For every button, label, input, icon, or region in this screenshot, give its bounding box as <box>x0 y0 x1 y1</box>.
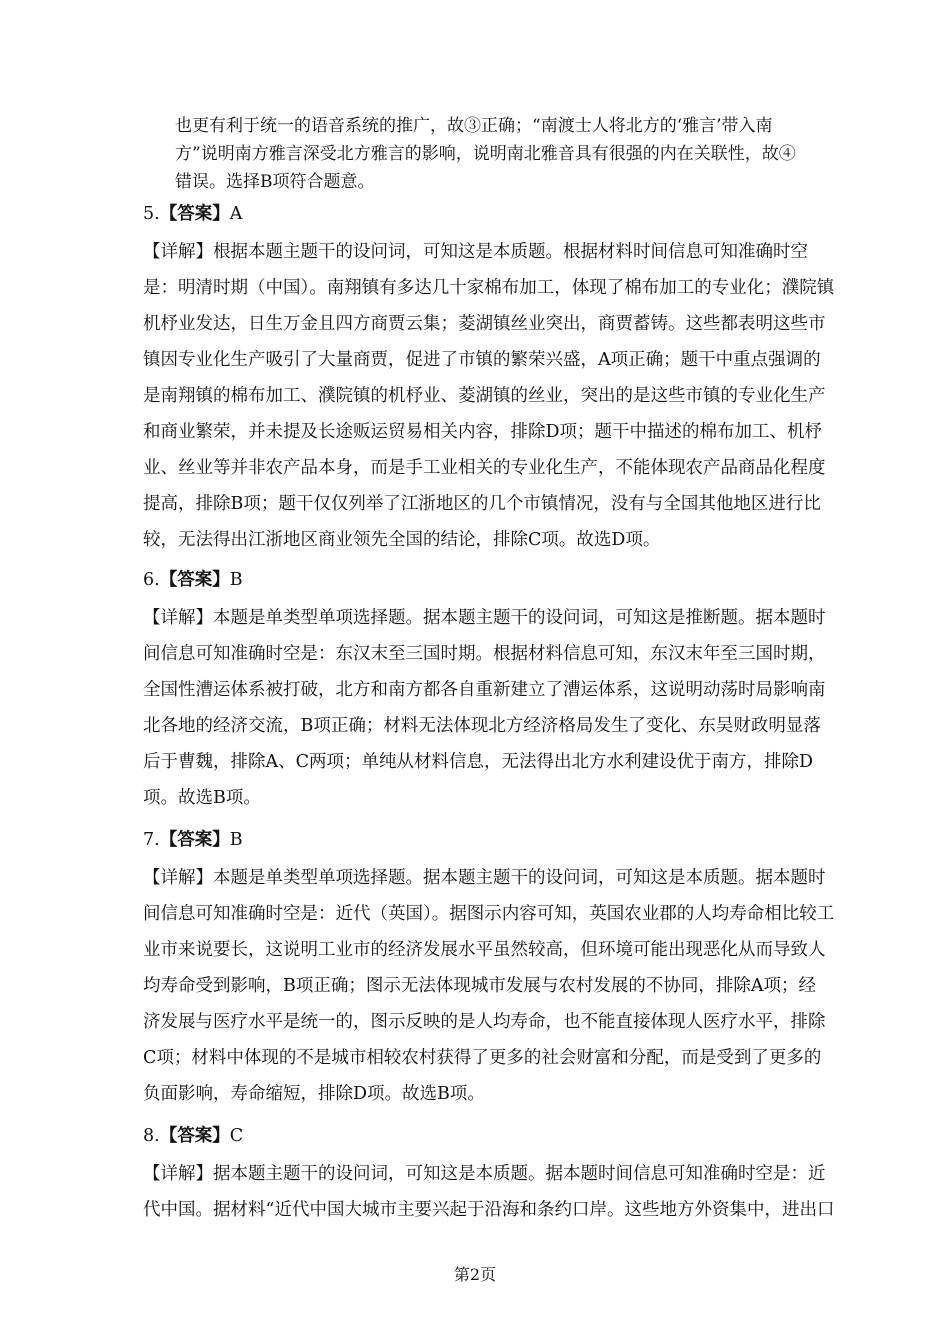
explanation-line: 和商业繁荣，并未提及长途贩运贸易相关内容，排除D项；题干中描述的棉布加工、机杼 <box>143 422 823 442</box>
explanation-line: 【详解】根据本题主题干的设问词，可知这是本质题。根据材料时间信息可知准确时空 <box>143 242 808 262</box>
page-number: 第2页 <box>453 1265 497 1284</box>
answer-heading-6: 6.【答案】B <box>143 570 243 590</box>
explanation-line: 【详解】据本题主题干的设问词，可知这是本质题。据本题时间信息可知准确时空是：近 <box>143 1164 826 1184</box>
explanation-line: 全国性漕运体系被打破，北方和南方都各自重新建立了漕运体系，这说明动荡时局影响南 <box>143 680 826 700</box>
answer-heading-8: 8.【答案】C <box>143 1126 244 1146</box>
explanation-line: 业市来说要长，这说明工业市的经济发展水平虽然较高，但环境可能出现恶化从而导致人 <box>143 940 826 960</box>
explanation-line: C项；材料中体现的不是城市相较农村获得了更多的社会财富和分配，而是受到了更多的 <box>143 1048 822 1068</box>
explanation-line: 项。故选B项。 <box>143 788 261 808</box>
explanation-line: 业、丝业等并非农产品本身，而是手工业相关的专业化生产，不能体现农产品商品化程度 <box>143 458 826 478</box>
continuation-paragraph <box>175 112 815 196</box>
explanation-line: 是：明清时期（中国）。南翔镇有多达几十家棉布加工，体现了棉布加工的专业化；濮院镇 <box>143 278 835 298</box>
explanation-line: 提高，排除B项；题干仅仅列举了江浙地区的几个市镇情况，没有与全国其他地区进行比 <box>143 494 821 514</box>
explanation-line: 代中国。据材料“近代中国大城市主要兴起于沿海和条约口岸。这些地方外资集中，进出口 <box>143 1200 835 1220</box>
explanation-line: 镇因专业化生产吸引了大量商贾，促进了市镇的繁荣兴盛，A项正确；题干中重点强调的 <box>143 350 821 370</box>
explanation-line: 间信息可知准确时空是：近代（英国）。据图示内容可知，英国农业郡的人均寿命相比较工 <box>143 904 835 924</box>
continuation-line: 方”说明南方雅言深受北方雅言的影响，说明南北雅音具有很强的内在关联性，故④ <box>175 144 796 164</box>
explanation-line: 负面影响，寿命缩短，排除D项。故选B项。 <box>143 1084 485 1104</box>
explanation-line: 均寿命受到影响，B项正确；图示无法体现城市发展与农村发展的不协同，排除A项；经 <box>143 976 816 996</box>
explanation-line: 后于曹魏，排除A、C两项；单纯从材料信息，无法得出北方水利建设优于南方，排除D <box>143 752 814 772</box>
answer-heading-7: 7.【答案】B <box>143 830 243 850</box>
explanation-line: 【详解】本题是单类型单项选择题。据本题主题干的设问词，可知这是本质题。据本题时 <box>143 868 826 888</box>
continuation-line: 也更有利于统一的语音系统的推广，故③正确；“南渡士人将北方的‘雅言’带入南 <box>175 116 773 136</box>
explanation-line: 北各地的经济交流，B项正确；材料无法体现北方经济格局发生了变化、东吴财政明显落 <box>143 716 821 736</box>
continuation-line: 错误。选择B项符合题意。 <box>175 172 375 192</box>
explanation-line: 机杼业发达，日生万金且四方商贾云集；菱湖镇丝业突出，商贾蓄铸。这些都表明这些市 <box>143 314 826 334</box>
answer-heading-5: 5.【答案】A <box>143 204 243 224</box>
explanation-line: 济发展与医疗水平是统一的，图示反映的是人均寿命，也不能直接体现人医疗水平，排除 <box>143 1012 826 1032</box>
explanation-line: 间信息可知准确时空是：东汉末至三国时期。根据材料信息可知，东汉末年至三国时期， <box>143 644 826 664</box>
explanation-line: 较，无法得出江浙地区商业领先全国的结论，排除C项。故选D项。 <box>143 530 661 550</box>
explanation-line: 是南翔镇的棉布加工、濮院镇的机杼业、菱湖镇的丝业，突出的是这些市镇的专业化生产 <box>143 386 826 406</box>
explanation-line: 【详解】本题是单类型单项选择题。据本题主题干的设问词，可知这是推断题。据本题时 <box>143 608 826 628</box>
